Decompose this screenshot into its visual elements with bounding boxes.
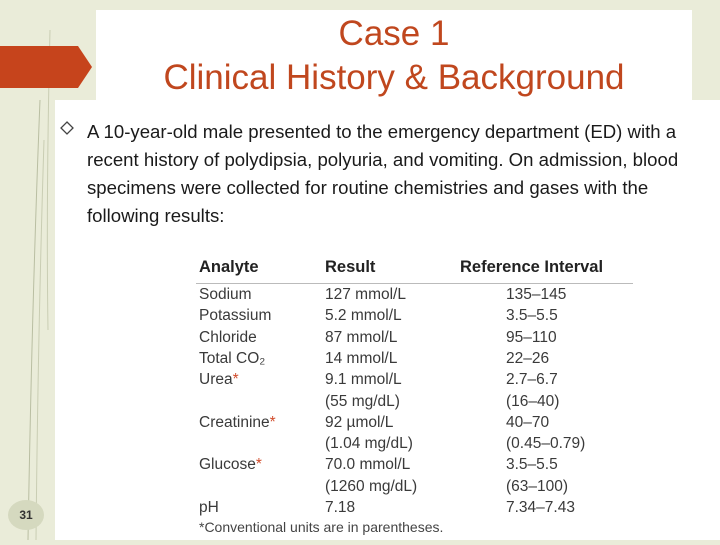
table-row-result: (55 mg/dL) xyxy=(325,392,400,410)
table-row-result: 9.1 mmol/L xyxy=(325,371,402,389)
title-accent-bar xyxy=(0,46,78,88)
table-footnote: *Conventional units are in parentheses. xyxy=(199,519,444,535)
analyte-label: pH xyxy=(199,499,219,516)
analyte-label: Potassium xyxy=(199,307,272,325)
page-number: 31 xyxy=(19,508,33,522)
table-row-result: (1.04 mg/dL) xyxy=(325,435,413,453)
table-row-result: 7.18 xyxy=(325,499,356,516)
table-row-reference: 40–70 xyxy=(506,413,550,431)
slide-title-line2: Clinical History & Background xyxy=(163,58,625,97)
analyte-label: Total CO₂ xyxy=(199,349,266,367)
header-result: Result xyxy=(325,258,376,276)
header-reference-interval: Reference Interval xyxy=(460,258,604,276)
table-row-analyte xyxy=(199,414,276,432)
footnote-asterisk: * xyxy=(232,371,239,389)
header-divider xyxy=(196,283,633,284)
analyte-label: Sodium xyxy=(199,286,252,303)
table-row-analyte xyxy=(199,286,252,304)
analyte-label: Glucose xyxy=(199,456,256,474)
header-analyte: Analyte xyxy=(199,258,259,276)
table-row-analyte xyxy=(199,329,257,347)
table-row-reference: 95–110 xyxy=(506,328,557,346)
analyte-label: Creatinine xyxy=(199,413,270,431)
table-row-result: 70.0 mmol/L xyxy=(325,456,411,474)
case-description: A 10-year-old male presented to the emergency department (ED) with a recent history of polydipsia, polyuria, and vomiting. On admission, blood specimens were collected for routine chemistries and gases with the following results: xyxy=(87,121,679,226)
table-row-analyte xyxy=(199,350,265,368)
table-row-reference: 22–26 xyxy=(506,349,550,367)
table-row-analyte xyxy=(199,371,239,389)
table-row-analyte xyxy=(199,307,271,325)
table-row-result: 14 mmol/L xyxy=(325,349,398,367)
table-row-reference: 7.34–7.43 xyxy=(506,499,575,516)
table-row-result: 92 µmol/L xyxy=(325,413,394,431)
table-row-reference: 3.5–5.5 xyxy=(506,456,558,474)
table-row-reference: (16–40) xyxy=(506,392,560,410)
table-row-reference: 2.7–6.7 xyxy=(506,371,558,389)
table-row-result: 5.2 mmol/L xyxy=(325,307,402,325)
table-row-result: (1260 mg/dL) xyxy=(325,477,418,495)
lab-results-table xyxy=(188,250,641,540)
footnote-asterisk: * xyxy=(269,413,276,431)
table-row-result: 87 mmol/L xyxy=(325,328,398,346)
analyte-label: Urea xyxy=(199,371,233,389)
analyte-label: Chloride xyxy=(199,328,257,346)
table-row-reference: 3.5–5.5 xyxy=(506,307,558,325)
table-row-analyte xyxy=(199,456,262,474)
page-number-badge xyxy=(8,500,44,530)
title-accent-arrow xyxy=(78,46,92,88)
table-row-reference: (0.45–0.79) xyxy=(506,435,586,453)
diamond-bullet-icon xyxy=(60,121,74,140)
table-row-reference: 135–145 xyxy=(506,286,567,303)
slide-title-line1: Case 1 xyxy=(338,14,450,53)
table-row-analyte xyxy=(199,499,219,517)
table-row-result: 127 mmol/L xyxy=(325,286,406,303)
footnote-asterisk: * xyxy=(255,456,262,474)
table-row-reference: (63–100) xyxy=(506,477,569,495)
slide-title xyxy=(96,12,692,100)
